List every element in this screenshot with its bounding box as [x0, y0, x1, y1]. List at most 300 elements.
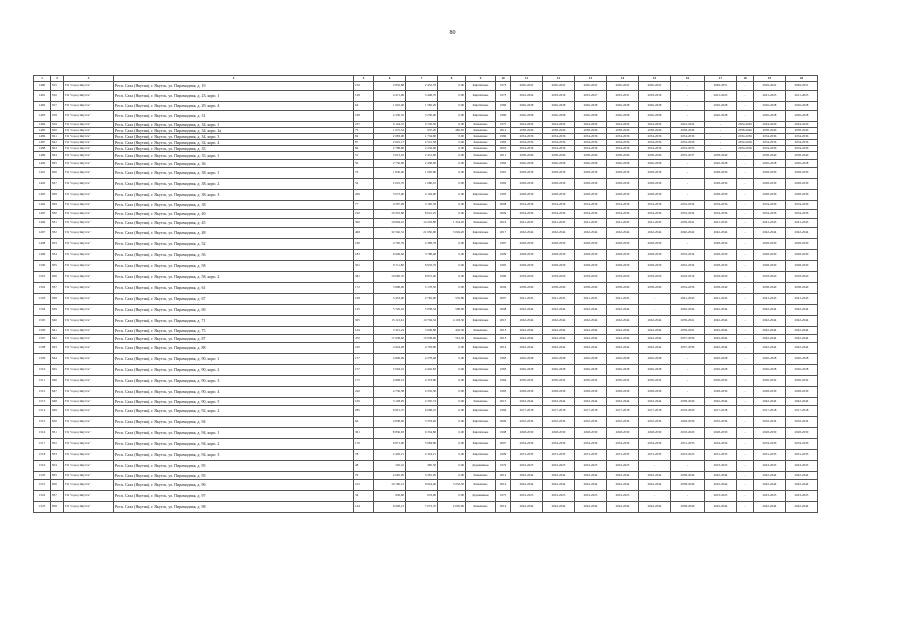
table-cell: 2042-2044 [543, 472, 575, 480]
table-cell: 2031-2033 [575, 450, 607, 461]
table-cell: 301 [354, 428, 374, 439]
table-cell: 2038-2040 [754, 152, 786, 160]
table-cell: 2028-2030 [639, 179, 671, 190]
table-row [34, 406, 818, 417]
table-cell: 2049-2051 [786, 82, 818, 91]
table-cell: 285 [354, 406, 374, 417]
table-cell: ГО "город Якутск" [64, 472, 114, 480]
table-cell: 0,00 [438, 91, 466, 102]
table-cell: 56 [354, 160, 374, 168]
table-cell: 653,00 [406, 491, 438, 502]
table-cell: 2042-2044 [575, 480, 607, 491]
table-cell: 2032-2034 [671, 261, 705, 272]
column-header: 5 [354, 76, 374, 82]
table-cell: 1986 [496, 102, 511, 111]
table-cell: 2031-2033 [754, 450, 786, 461]
table-cell: 3 321,24 [374, 327, 406, 335]
table-cell: 1521 [34, 480, 51, 491]
table-cell: 2034-2036 [754, 140, 786, 146]
table-cell: 2026-2028 [705, 102, 737, 111]
table-cell: 2042-2044 [607, 472, 639, 480]
table-cell: 1482 [34, 102, 51, 111]
table-cell: 2028-2030 [754, 428, 786, 439]
table-cell: - [671, 91, 705, 102]
table-cell: 9 924,46 [406, 480, 438, 491]
table-cell: 2028-2030 [639, 239, 671, 250]
table-cell: 2020-2022 [607, 82, 639, 91]
table-row [34, 228, 818, 239]
table-cell: - [671, 365, 705, 376]
table-cell: 4 924,28 [374, 343, 406, 354]
table-cell: - [737, 111, 754, 122]
table-cell: 3 094,20 [438, 228, 466, 239]
table-cell: 34 [354, 491, 374, 502]
table-cell: 2026-2028 [786, 102, 818, 111]
table-cell: ГО "город Якутск" [64, 283, 114, 294]
table-cell: Респ. Саха (Якутия), г. Якутск, ул. Пирамидная, д. 48 [114, 228, 354, 239]
table-cell: 2028-2030 [705, 261, 737, 272]
table-cell: 2042-2044 [607, 316, 639, 327]
table-cell: 2034-2036 [607, 134, 639, 140]
table-cell: 1975 [496, 122, 511, 128]
table-cell: Каменные [466, 179, 496, 190]
table-cell: 2031-2033 [705, 450, 737, 461]
table-cell: Каменные [466, 480, 496, 491]
column-header: 10 [496, 76, 511, 82]
table-cell: 0,00 [438, 160, 466, 168]
table-cell: 2042-2044 [511, 316, 543, 327]
table-cell: 2042-2044 [754, 327, 786, 335]
table-cell: 2018-2019 [543, 91, 575, 102]
table-cell: 2018-2020 [511, 272, 543, 283]
table-cell: 1500 [34, 261, 51, 272]
table-cell: 5 808,00 [374, 283, 406, 294]
table-cell: 2028-2030 [786, 168, 818, 179]
table-cell: 76 [354, 472, 374, 480]
table-cell: 2023-2025 [511, 461, 543, 472]
table-cell: 0,00 [438, 365, 466, 376]
table-cell: - [737, 305, 754, 316]
table-cell: ГО "город Якутск" [64, 261, 114, 272]
table-cell: 2020-2022 [511, 82, 543, 91]
table-cell: 0,00 [438, 406, 466, 417]
table-cell: 1483 [34, 111, 51, 122]
table-cell: 1512 [34, 387, 51, 398]
table-cell: 2018-2020 [543, 272, 575, 283]
table-cell: - [671, 102, 705, 111]
table-cell: 2030-2032 [786, 376, 818, 387]
table-cell: 838 [51, 294, 64, 305]
table-cell: 2042-2044 [786, 327, 818, 335]
table-cell: Респ. Саха (Якутия), г. Якутск, ул. Пирамидная, д. 90, корп. 2 [114, 365, 354, 376]
table-cell: 2026-2028 [639, 160, 671, 168]
table-cell: 2038-2040 [575, 152, 607, 160]
table-cell: 2038-2040 [671, 480, 705, 491]
table-cell: 212 [354, 480, 374, 491]
table-cell: Кирпичные [466, 417, 496, 428]
table-cell: Кирпичные [466, 343, 496, 354]
table-cell: 4 838,00 [374, 417, 406, 428]
table-cell: 1 830,40 [374, 168, 406, 179]
table-cell: 2028-2030 [786, 428, 818, 439]
table-cell: 1981 [496, 168, 511, 179]
table-cell: Респ. Саха (Якутия), г. Якутск, ул. Пирамидная, д. 23, корп. 1 [114, 91, 354, 102]
table-cell: 4 471,96 [374, 91, 406, 102]
table-cell: Респ. Саха (Якутия), г. Якутск, ул. Пирамидная, д. 94, корп. 3 [114, 450, 354, 461]
column-header: 19 [754, 76, 786, 82]
table-cell: Респ. Саха (Якутия), г. Якутск, ул. Пирамидная, д. 35, корп. 1 [114, 152, 354, 160]
table-cell: 2042-2044 [786, 228, 818, 239]
table-cell: 2028-2030 [575, 190, 607, 201]
table-cell: 2011-2025 [786, 91, 818, 102]
table-cell: 1516 [34, 428, 51, 439]
table-cell: 2034-2036 [786, 201, 818, 210]
table-cell: 2034-2036 [786, 146, 818, 152]
table-cell: - [671, 190, 705, 201]
table-cell: 2017-2018 [575, 406, 607, 417]
table-row [34, 201, 818, 210]
table-cell: 2039-2041 [671, 327, 705, 335]
table-cell: 842 [51, 335, 64, 343]
table-cell: 2030-2032 [575, 376, 607, 387]
table-row [34, 219, 818, 228]
table-cell: 0,00 [438, 398, 466, 406]
table-cell: 2042-2044 [639, 343, 671, 354]
table-cell: 2026-2028 [754, 160, 786, 168]
table-cell: - [671, 111, 705, 122]
table-cell: 175 [354, 376, 374, 387]
table-cell: 2034-2036 [543, 439, 575, 450]
table-cell: 1 686,10 [406, 179, 438, 190]
table-cell: 4 103,30 [438, 316, 466, 327]
table-cell: 4 703,80 [406, 343, 438, 354]
table-cell: 2034-2036 [575, 140, 607, 146]
table-cell: 2020-2022 [639, 82, 671, 91]
table-cell: 86 [354, 146, 374, 152]
table-cell: 2017-2018 [754, 406, 786, 417]
table-cell: Каменные [466, 398, 496, 406]
table-cell: - [705, 122, 737, 128]
table-cell: 2042-2044 [543, 343, 575, 354]
table-cell: 2 452,78 [406, 82, 438, 91]
table-cell: 2026-2028 [511, 365, 543, 376]
table-cell: 0,00 [438, 283, 466, 294]
table-cell: 2042-2044 [607, 343, 639, 354]
table-cell: 2042-2044 [607, 305, 639, 316]
table-cell: 2030-2032 [705, 376, 737, 387]
table-cell: 2038-2040 [639, 283, 671, 294]
table-cell: 2014 [496, 480, 511, 491]
table-cell: 183 [354, 250, 374, 261]
table-cell: 835 [51, 261, 64, 272]
table-cell: 2017-2018 [543, 406, 575, 417]
table-cell: ГО "город Якутск" [64, 480, 114, 491]
table-cell: 2026-2028 [575, 354, 607, 365]
table-cell: 2032-2034 [511, 417, 543, 428]
table-cell: ГО "город Якутск" [64, 239, 114, 250]
table-cell: 2024-2026 [607, 122, 639, 128]
table-row [34, 179, 818, 190]
table-cell: 2026-2028 [543, 160, 575, 168]
table-cell: 2024-2026 [575, 122, 607, 128]
table-cell: 1984 [496, 160, 511, 168]
table-cell: 2028-2030 [705, 239, 737, 250]
table-cell: 2028-2030 [754, 261, 786, 272]
table-cell: 2041-2043 [786, 219, 818, 228]
table-cell: 2042-2044 [511, 305, 543, 316]
table-cell: 0,00 [438, 354, 466, 365]
table-cell: 846 [51, 376, 64, 387]
table-row [34, 210, 818, 219]
table-cell: Респ. Саха (Якутия), г. Якутск, ул. Пирамидная, д. 38, корп. 2 [114, 179, 354, 190]
table-cell: 2020-2022 [543, 82, 575, 91]
table-cell: 2028-2030 [575, 168, 607, 179]
table-cell: 2023-2025 [754, 491, 786, 502]
table-cell: - [737, 417, 754, 428]
table-cell: 2034-2036 [639, 201, 671, 210]
table-cell: 2023-2025 [607, 461, 639, 472]
table-cell: ГО "город Якутск" [64, 439, 114, 450]
table-cell: 818 [51, 111, 64, 122]
table-cell: 2040-2042 [671, 305, 705, 316]
table-cell: - [737, 102, 754, 111]
data-table [33, 75, 818, 513]
table-cell: 2020-2022 [575, 82, 607, 91]
table-cell: 1509 [34, 354, 51, 365]
table-cell: ГО "город Якутск" [64, 365, 114, 376]
table-cell: - [737, 261, 754, 272]
table-cell: 854 [51, 461, 64, 472]
table-cell: 4 756,38 [374, 387, 406, 398]
table-cell: 576,80 [438, 294, 466, 305]
table-cell: 8 915,37 [374, 406, 406, 417]
table-cell: ГО "город Якутск" [64, 272, 114, 283]
table-cell: Каменные [466, 502, 496, 513]
table-cell: 2034-2036 [705, 210, 737, 219]
table-cell: 2028-2030 [786, 239, 818, 250]
table-cell: Каменные [466, 201, 496, 210]
table-cell: 2041-2043 [754, 219, 786, 228]
table-cell: Кирпичные [466, 82, 496, 91]
table-cell: 2034-2036 [511, 210, 543, 219]
table-cell: 2028-2030 [543, 190, 575, 201]
table-cell: 381 [354, 272, 374, 283]
table-cell: Кирпичные [466, 102, 496, 111]
table-cell: 226 [354, 387, 374, 398]
table-cell: - [671, 179, 705, 190]
table-row [34, 428, 818, 439]
table-cell: 2026-2028 [705, 111, 737, 122]
table-cell: 2026-2028 [786, 111, 818, 122]
table-cell: - [705, 128, 737, 134]
table-cell: 1510 [34, 365, 51, 376]
table-cell: - [737, 365, 754, 376]
table-cell: Каменные [466, 122, 496, 128]
table-cell: Респ. Саха (Якутия), г. Якутск, ул. Пирамидная, д. 38 [114, 201, 354, 210]
table-cell: ГО "город Якутск" [64, 122, 114, 128]
table-cell: 0,00 [438, 111, 466, 122]
page-number: 80 [449, 30, 456, 36]
table-cell: 2026-2028 [575, 160, 607, 168]
table-cell: 2042-2044 [786, 398, 818, 406]
table-cell: - [737, 239, 754, 250]
table-cell: 2042-2044 [754, 398, 786, 406]
table-cell: 2042-2044 [639, 335, 671, 343]
table-cell: 2038-2040 [705, 283, 737, 294]
table-cell: 2014 [496, 343, 511, 354]
table-cell: - [737, 228, 754, 239]
table-cell: 2042-2044 [575, 335, 607, 343]
table-cell: 237 [354, 122, 374, 128]
table-cell: 2028-2030 [575, 179, 607, 190]
table-cell: 1999 [496, 272, 511, 283]
table-cell: Респ. Саха (Якутия), г. Якутск, ул. Пирамидная, д. 34, корп. 3 [114, 134, 354, 140]
table-cell: 2042-2044 [639, 316, 671, 327]
table-cell: 1985 [496, 387, 511, 398]
table-cell: - [737, 343, 754, 354]
table-cell: Деревянные [466, 461, 496, 472]
table-cell: 2032-2034 [705, 417, 737, 428]
table-cell: 2 601,17 [374, 140, 406, 146]
table-cell: 2023-2025 [705, 491, 737, 502]
table-cell: 0,00 [438, 134, 466, 140]
table-cell: 2031-2033 [639, 450, 671, 461]
table-cell: 176 [354, 439, 374, 450]
table-cell: 7 073,70 [406, 502, 438, 513]
table-cell: 2042-2044 [754, 480, 786, 491]
table-cell: ГО "город Якутск" [64, 102, 114, 111]
table-row [34, 417, 818, 428]
table-cell: 6 871,90 [374, 439, 406, 450]
table-cell: 2042-2044 [786, 480, 818, 491]
table-cell: 2025-2027 [575, 91, 607, 102]
table-cell: ГО "город Якутск" [64, 201, 114, 210]
table-cell: 2032-2034 [543, 417, 575, 428]
table-cell: 2023-2025 [543, 491, 575, 502]
column-header: 11 [511, 76, 543, 82]
table-cell: Кирпичные [466, 439, 496, 450]
table-cell: 2028-2030 [511, 387, 543, 398]
table-cell: 2042-2044 [575, 327, 607, 335]
table-cell: 2042-2044 [786, 343, 818, 354]
table-cell: ГО "город Якутск" [64, 152, 114, 160]
table-cell: Респ. Саха (Якутия), г. Якутск, ул. Пирамидная, д. 90, корп. 5 [114, 398, 354, 406]
table-cell: 2026-2028 [511, 160, 543, 168]
table-cell: 2032-2034 [786, 417, 818, 428]
table-cell: Респ. Саха (Якутия), г. Якутск, ул. Пирамидная, д. 35 [114, 146, 354, 152]
table-cell: 2028-2030 [705, 250, 737, 261]
table-cell: 3 128,95 [374, 398, 406, 406]
table-cell: - [737, 201, 754, 210]
table-cell: 2034-2036 [511, 134, 543, 140]
table-cell: 826 [51, 168, 64, 179]
table-cell: 2042-2044 [607, 502, 639, 513]
table-cell: - [737, 294, 754, 305]
table-cell: Кирпичные [466, 406, 496, 417]
table-cell: 2028-2030 [575, 387, 607, 398]
table-cell: 1495 [34, 210, 51, 219]
table-cell: 2038-2040 [786, 128, 818, 134]
table-cell: 2028-2030 [607, 239, 639, 250]
table-cell: 833 [51, 239, 64, 250]
table-cell: 2035-2037 [671, 152, 705, 160]
table-cell: 156 [354, 82, 374, 91]
table-row [34, 502, 818, 513]
table-cell: 1983 [496, 365, 511, 376]
table-cell: ГО "город Якутск" [64, 91, 114, 102]
table-row [34, 272, 818, 283]
table-cell: - [737, 461, 754, 472]
table-cell: Респ. Саха (Якутия), г. Якутск, ул. Пирамидная, д. 88 [114, 343, 354, 354]
table-cell: ГО "город Якутск" [64, 461, 114, 472]
table-cell: 2028-2030 [754, 239, 786, 250]
table-cell: 817 [51, 102, 64, 111]
table-cell: 2038-2040 [607, 152, 639, 160]
table-cell: ГО "город Якутск" [64, 250, 114, 261]
table-cell: 2028-2030 [639, 168, 671, 179]
table-cell: 16 796,12 [374, 480, 406, 491]
table-cell: 1 922,40 [374, 102, 406, 111]
table-cell: 2028-2030 [754, 387, 786, 398]
table-cell: 844 [51, 354, 64, 365]
table-cell: 2018-2020 [786, 272, 818, 283]
table-cell: Кирпичные [466, 376, 496, 387]
table-cell: ГО "город Якутск" [64, 417, 114, 428]
table-cell: 2042-2044 [754, 335, 786, 343]
table-cell: 2038-2040 [511, 283, 543, 294]
table-cell: 2026-2028 [543, 111, 575, 122]
table-cell: 3 254,30 [438, 480, 466, 491]
table-cell: 306 [354, 219, 374, 228]
table-cell: 4 278,48 [406, 354, 438, 365]
table-cell: ГО "город Якутск" [64, 398, 114, 406]
table-cell: 2042-2044 [639, 327, 671, 335]
table-cell: 10 682,70 [374, 272, 406, 283]
table-cell: 2026-2028 [754, 354, 786, 365]
table-cell: 66 [354, 417, 374, 428]
table-cell: 5 684,86 [406, 439, 438, 450]
table-row [34, 398, 818, 406]
table-cell: 2015 [496, 398, 511, 406]
table-cell: - [737, 219, 754, 228]
table-cell: 855 [51, 472, 64, 480]
column-header: 9 [466, 76, 496, 82]
table-cell: ГО "город Якутск" [64, 134, 114, 140]
table-cell: 0,00 [438, 140, 466, 146]
table-cell: 1499 [34, 250, 51, 261]
table-cell: 0,00 [438, 102, 466, 111]
table-cell: Каменные [466, 160, 496, 168]
table-cell: 2018-2020 [575, 272, 607, 283]
table-cell: 2012 [496, 128, 511, 134]
table-cell: 2038-2040 [543, 152, 575, 160]
table-cell: 2040-2042 [671, 228, 705, 239]
table-cell: 0,00 [438, 376, 466, 387]
table-cell: 2034-2036 [754, 146, 786, 152]
table-cell: 2038-2040 [639, 152, 671, 160]
table-cell: 2041-2043 [705, 294, 737, 305]
table-cell: 2042-2044 [575, 398, 607, 406]
table-cell: 13 638,90 [406, 335, 438, 343]
table-cell: 2034-2036 [575, 146, 607, 152]
table-cell: 2028-2030 [511, 239, 543, 250]
table-row [34, 261, 818, 272]
table-cell: 2032-2034 [575, 417, 607, 428]
table-cell: 5 788,48 [406, 250, 438, 261]
table-cell: ГО "город Якутск" [64, 387, 114, 398]
table-cell: 4 352,30 [406, 387, 438, 398]
table-cell: 2038-2040 [671, 398, 705, 406]
